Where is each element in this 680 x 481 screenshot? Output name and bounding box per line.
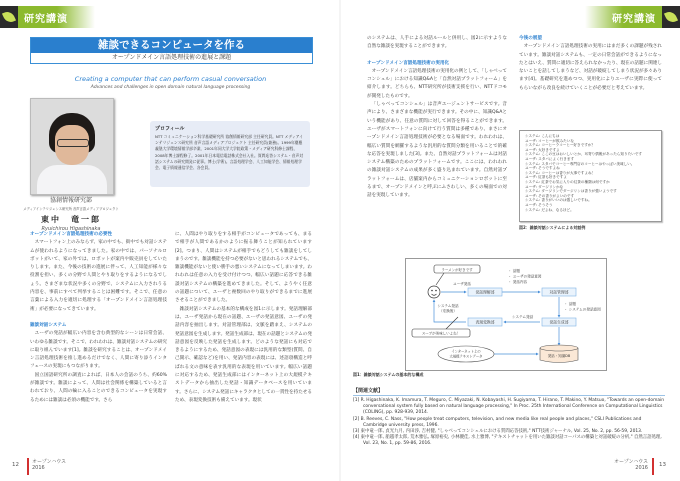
paragraph-gap: [367, 52, 507, 60]
profile-box: [150, 121, 310, 187]
body-column-2: [175, 231, 312, 405]
dialogue-line: ユーザ: そうですよね: [525, 166, 560, 171]
dialogue-line: ユーザ: 大好きですよ: [525, 147, 560, 152]
reference-item: [1] R. Higashinaka, K. Imamura, T. Meguro, C. Miyazaki, N. Kobayashi, H. Sugiyama, T. Hirano, T. Makino, Y. Matsuo, "Towards an open-domain conversational system fully based on natural language processing," In Proc. 25th International Conference on Computational Linguistics (COLING), pp. 928-939, 2014.: [353, 398, 665, 416]
article-title-box: [30, 37, 313, 64]
leaf-icon: [662, 6, 680, 28]
author-name-roman: Ryuichirou Higashinaka: [41, 226, 101, 232]
paragraph-gap: [30, 314, 167, 322]
dialogue-line: ユーザ: その香りがよいのです: [525, 193, 575, 198]
dialogue-line: ユーザ: そうそう: [525, 202, 553, 207]
section-heading: オープンドメイン言語処理技術の実用化: [367, 60, 450, 66]
user-utterance-label: ユーザ発話: [453, 282, 471, 286]
section-heading: オープンドメイン言語処理技術の必要性: [30, 232, 113, 237]
body-column-4: [519, 35, 662, 93]
author-photo: [30, 98, 114, 195]
dialogue-line: システム: ここの豆はおいしいとか、耳寄り情報があったら知りたいです: [525, 152, 642, 157]
paragraph: 雑談対話システムの基本的な構成を図1に示します。発話理解部は、ユーザ発話から現在の話題、ユーザの発話意図、ユーザの発話内容を抽出します。対話管理部は、文脈を踏まえ、システムの発話意図を生成します。発話生成部は、現在の話題とシステムの発話意図を反映した発話を生成します。どのような発話にも対応できるようにするため、発話意図の表現には汎用的な類型(質問、自己開示、確認など)を用い、発話内容の表現には、述語項構造と呼ばれる文の意味を表す汎用的な表現を用いています。幅広い話題に対応するため、発話生成部にはインターネット上の大規模テキストデータから抽出した発話・知識データベースを用いています。さらに、システム発話にキャラクタとしての一貫性を持たせるため、表現変換技術も備えています。現状: [175, 306, 312, 403]
svg-text:システム発話: システム発話: [512, 315, 534, 319]
author-name: 東中 竜一郎: [41, 215, 101, 224]
page-gutter: [339, 0, 341, 481]
profile-heading: プロフィール: [155, 126, 185, 132]
profile-text: NTT コミュニケーション科学基礎研究所 協創情報研究部 主任研究員。NTT メディアインテリジェンス研究所 音声言語メディアプロジェクト 主任研究員(兼務)。1999年慶應義塾大学環境情報学部卒業、2001年同大学大学院政策・メディア研究科修士課程、2008年博士課程修了。2001年日本電信電話株式会社入社。質問応答システム・音声対話システムの研究開発に従事。博士(学術)。言語処理学会、人工知能学会、情報処理学会、電子情報通信学会、各会員。: [155, 134, 304, 171]
article-title: 雑談できるコンピュータを作る: [31, 38, 312, 53]
figure-2-dialogue-example: [519, 130, 662, 222]
figure-1-architecture: [405, 258, 607, 371]
svg-text:発話生成部: 発話生成部: [549, 319, 569, 325]
reference-item: [4] 東中竜一郎, 船越孝太郎, 荒木雅弘, 塚原裕史, 小林優佳, 水上雅博, "テキストチャットを用いた雑談対話コーパスの構築と対話破綻の分析," 自然言語処理, Vol. 23, No. 1, pp. 59-86, 2016.: [353, 435, 662, 447]
paragraph: のシステムは、人手による対話ルールと併用し、図2に示すような自然な雑談を実現することができます。: [367, 36, 507, 50]
dialogue-line: システム: 香りがいいのは嬉しいですね。: [525, 198, 592, 203]
svg-text:表現変換部: 表現変換部: [475, 319, 495, 325]
dialogue-line: ユーザ: ダージリンかな: [525, 184, 564, 189]
page-number-right: 13: [659, 462, 666, 468]
body-column-3: [367, 35, 507, 201]
svg-text:インターネット上の: インターネット上の: [451, 349, 481, 354]
section-tab-right: [585, 6, 680, 28]
page-number-left: 12: [12, 462, 19, 468]
dialogue-line: システム: こんにちは: [525, 134, 560, 138]
dialogue-line: ユーザ: スタバによく行きます: [525, 156, 575, 161]
leaf-icon: [0, 6, 18, 28]
svg-text:（変換後）: （変換後）: [439, 309, 457, 313]
references-divider: [353, 395, 665, 396]
section-label: 研究講演: [24, 13, 68, 25]
svg-text:発話理解部: 発話理解部: [475, 289, 495, 295]
paragraph: オープンドメイン言語処理技術の実用化の例として、「しゃべってコンシェル」における知識Q&Aと「自然対話プラットフォーム」を紹介します。どちらも、NTT研究所が技術支援を行い、NTTドコモが開発したものです。: [367, 68, 507, 99]
dialogue-line: システム: だよね、なるほど。: [525, 207, 574, 212]
svg-text:・ システムの発話意図: ・ システムの発話意図: [564, 307, 601, 312]
dialogue-line: ユーザ: 紅茶も好きですよ: [525, 175, 567, 180]
footer-bar-left: [27, 458, 29, 475]
dialogue-line: ユーザ: コーヒーが飲みたいな: [525, 138, 574, 143]
svg-text:大規模テキストデータ: 大規模テキストデータ: [449, 354, 483, 359]
paragraph: 国立国語研究所の調査によれば、日本人の会話のうち、約60%が雑談です。雑談によって、人間は社会関係を構築していると言われており、人間の輪に入ることのできるコンピュータを実現するためには雑談は必須の機能です。さら: [30, 372, 167, 403]
reference-item: [2] B. Reeves, C. Nass, "How people treat computers, television, and new media like real people and places," CSLI Publications and Cambridge university press, 1996.: [353, 416, 642, 428]
svg-text:システム発話: システム発話: [437, 304, 459, 308]
footer-pub-right: オープンハウス 2016: [613, 459, 648, 471]
dialogue-line: システム: コーヒーラコーヒー好きですか？: [525, 143, 595, 148]
paragraph: オープンドメイン言語処理技術の実用にはまだ多くの課題が残されています。雑談対話システムも、一定の日常会話ができるようになったとはいえ、質問に適切に答えられなかったり、現在の話題に関連しないことを話してしまうなど、対話が破綻してしまう状況が多々あります[4]。基礎研究を進めつつ、実用化によりユーザに実際に使ってもらいながら改良を続けていくことが必要だと考えています。: [519, 44, 662, 91]
paragraph: スマートフォン上のみならず、家の中でも、街中でも対話システムが使われるようになってきました。家の中では、パーソナルロボットがいて、家の外では、ロボットが案内や販売員をしていたりします。また、今後の技術の進展に伴って、人工知能が様々な役割を担い、多くの分野で人間とやり取りをするようになるでしょう。さまざまな状況や多くの分野で、システムに入力されうる内容を、事前にすべて列挙することは困難です。そこで、任意の言葉による入力を適切に処理する「オープンドメイン言語処理技術」が必要になってきています。: [30, 240, 167, 312]
svg-text:スープが美味しいよね！: スープが美味しいよね！: [421, 331, 461, 336]
section-label: 研究講演: [612, 13, 656, 25]
english-subtitle: Advances and challenges in open domain natural language processing: [90, 85, 251, 90]
body-column-1: [30, 231, 167, 405]
figure-1-caption: 図1：雑談対話システムの基本的な構成: [353, 372, 424, 377]
svg-text:・ ユーザの発話意図: ・ ユーザの発話意図: [508, 274, 542, 279]
author-dept-sub: メディアインテリジェンス研究所 音声言語メディアプロジェクト: [23, 207, 119, 211]
footer-pub-left: オープンハウス 2016: [32, 459, 67, 471]
references-heading: 【関連文献】: [353, 388, 384, 394]
reference-item: [3] 東中竜一郎, 貞光九月, 内田渉, 吉村健, "しゃべってコンシェルにおける質問応答技術," NTT技術ジャーナル, Vol. 25, No. 2, pp. 56-59, 2013.: [353, 429, 643, 435]
references-list: [353, 398, 665, 448]
dialogue-line: システム: コーヒーは香りが大事ですよね！: [525, 170, 596, 175]
user-face-icon: [428, 286, 440, 298]
svg-text:・ 話題: ・ 話題: [508, 269, 520, 273]
svg-text:発話・知識DB: 発話・知識DB: [547, 354, 571, 358]
svg-text:・ 発話内容: ・ 発話内容: [508, 280, 528, 284]
dialogue-line: システム: 紅茶でお気に入りの紅茶の種類は何ですか: [525, 179, 610, 184]
section-heading: 雑談対話システム: [30, 322, 67, 328]
paragraph: に、人間はやり取りをする相手がコンピュータであっても、まるで相手が人間であるかのように振る舞うことが知られています[2]。つまり、人間はシステムが相手でもどうしても雑談をしてしまうのです。雑談機能を持つ必要がないと思われるシステムでも、雑談機能がないと使い勝手の悪いシステムになってしまいます。われわれは任意の入力を受け付けつつ、幅広い話題に応答できる雑談対話システムの構築を進めてきました。そして、ようやく任意の話題について、ユーザと複数回のやり取りができるまでに進展させることができました。: [175, 232, 312, 304]
svg-text:対話管理部: 対話管理部: [549, 289, 569, 295]
dialogue-line: システム: ダージリンでダージリンは香りが強いようです: [525, 189, 617, 194]
author-dept: 協創情報研究部: [49, 197, 92, 204]
author-info: [22, 195, 120, 232]
paragraph: 「しゃべってコンシェル」は音声エージェントサービスです。音声により、さまざまな機能が実行できます。その中に、知識Q&Aという機能があり、任意の質問に対して回答を得ることができます。ユーザがスマートフォンに向けて行う質問は多種であり、まさにオープンドメイン言語処理技術が必要となる場面です。われわれは、幅広い質問を網羅するような汎用的な質問分類を用いることで的確な応答を実現しました[3]。また、自然対話プラットフォームは対話システム構築のためのプラットフォームです。ここには、われわれの雑談対話システムの成果が多く盛り込まれています。自然対話プラットフォームは、店舗案内からコミュニケーションロボットに至るまで、オープンドメインと呼ぶにふさわしい、多くの場面での対話を実現しています。: [367, 102, 507, 199]
section-tab-left: [0, 6, 95, 28]
section-heading: 今後の展望: [519, 36, 542, 41]
paragraph: ユーザの発話が幅広い内容を含む典型的なシーンは日常会話、いわゆる雑談です。そこで、われわれは、雑談対話システムの研究に取り組んでいます[1]。雑談を研究することは、オープンドメイン言語処理技術を推し進めるだけでなく、人間に寄り添うインタフェースの実現にもつながります。: [30, 331, 167, 370]
user-bubble-text: ラーメンが好きです: [441, 267, 473, 272]
dialogue-line: システム: スタバでコーヒー専門店のコーヒーはやっぱい美味しい。: [525, 161, 635, 166]
svg-text:・ 話題: ・ 話題: [564, 302, 576, 306]
footer-bar-right: [652, 458, 654, 475]
english-title: Creating a computer that can perform casual conversation: [74, 75, 267, 83]
article-subtitle: オープンドメイン言語処理技術の進展と課題: [31, 53, 312, 63]
figure-2-caption: 図2：雑談対話システムによる対話例: [519, 225, 586, 230]
